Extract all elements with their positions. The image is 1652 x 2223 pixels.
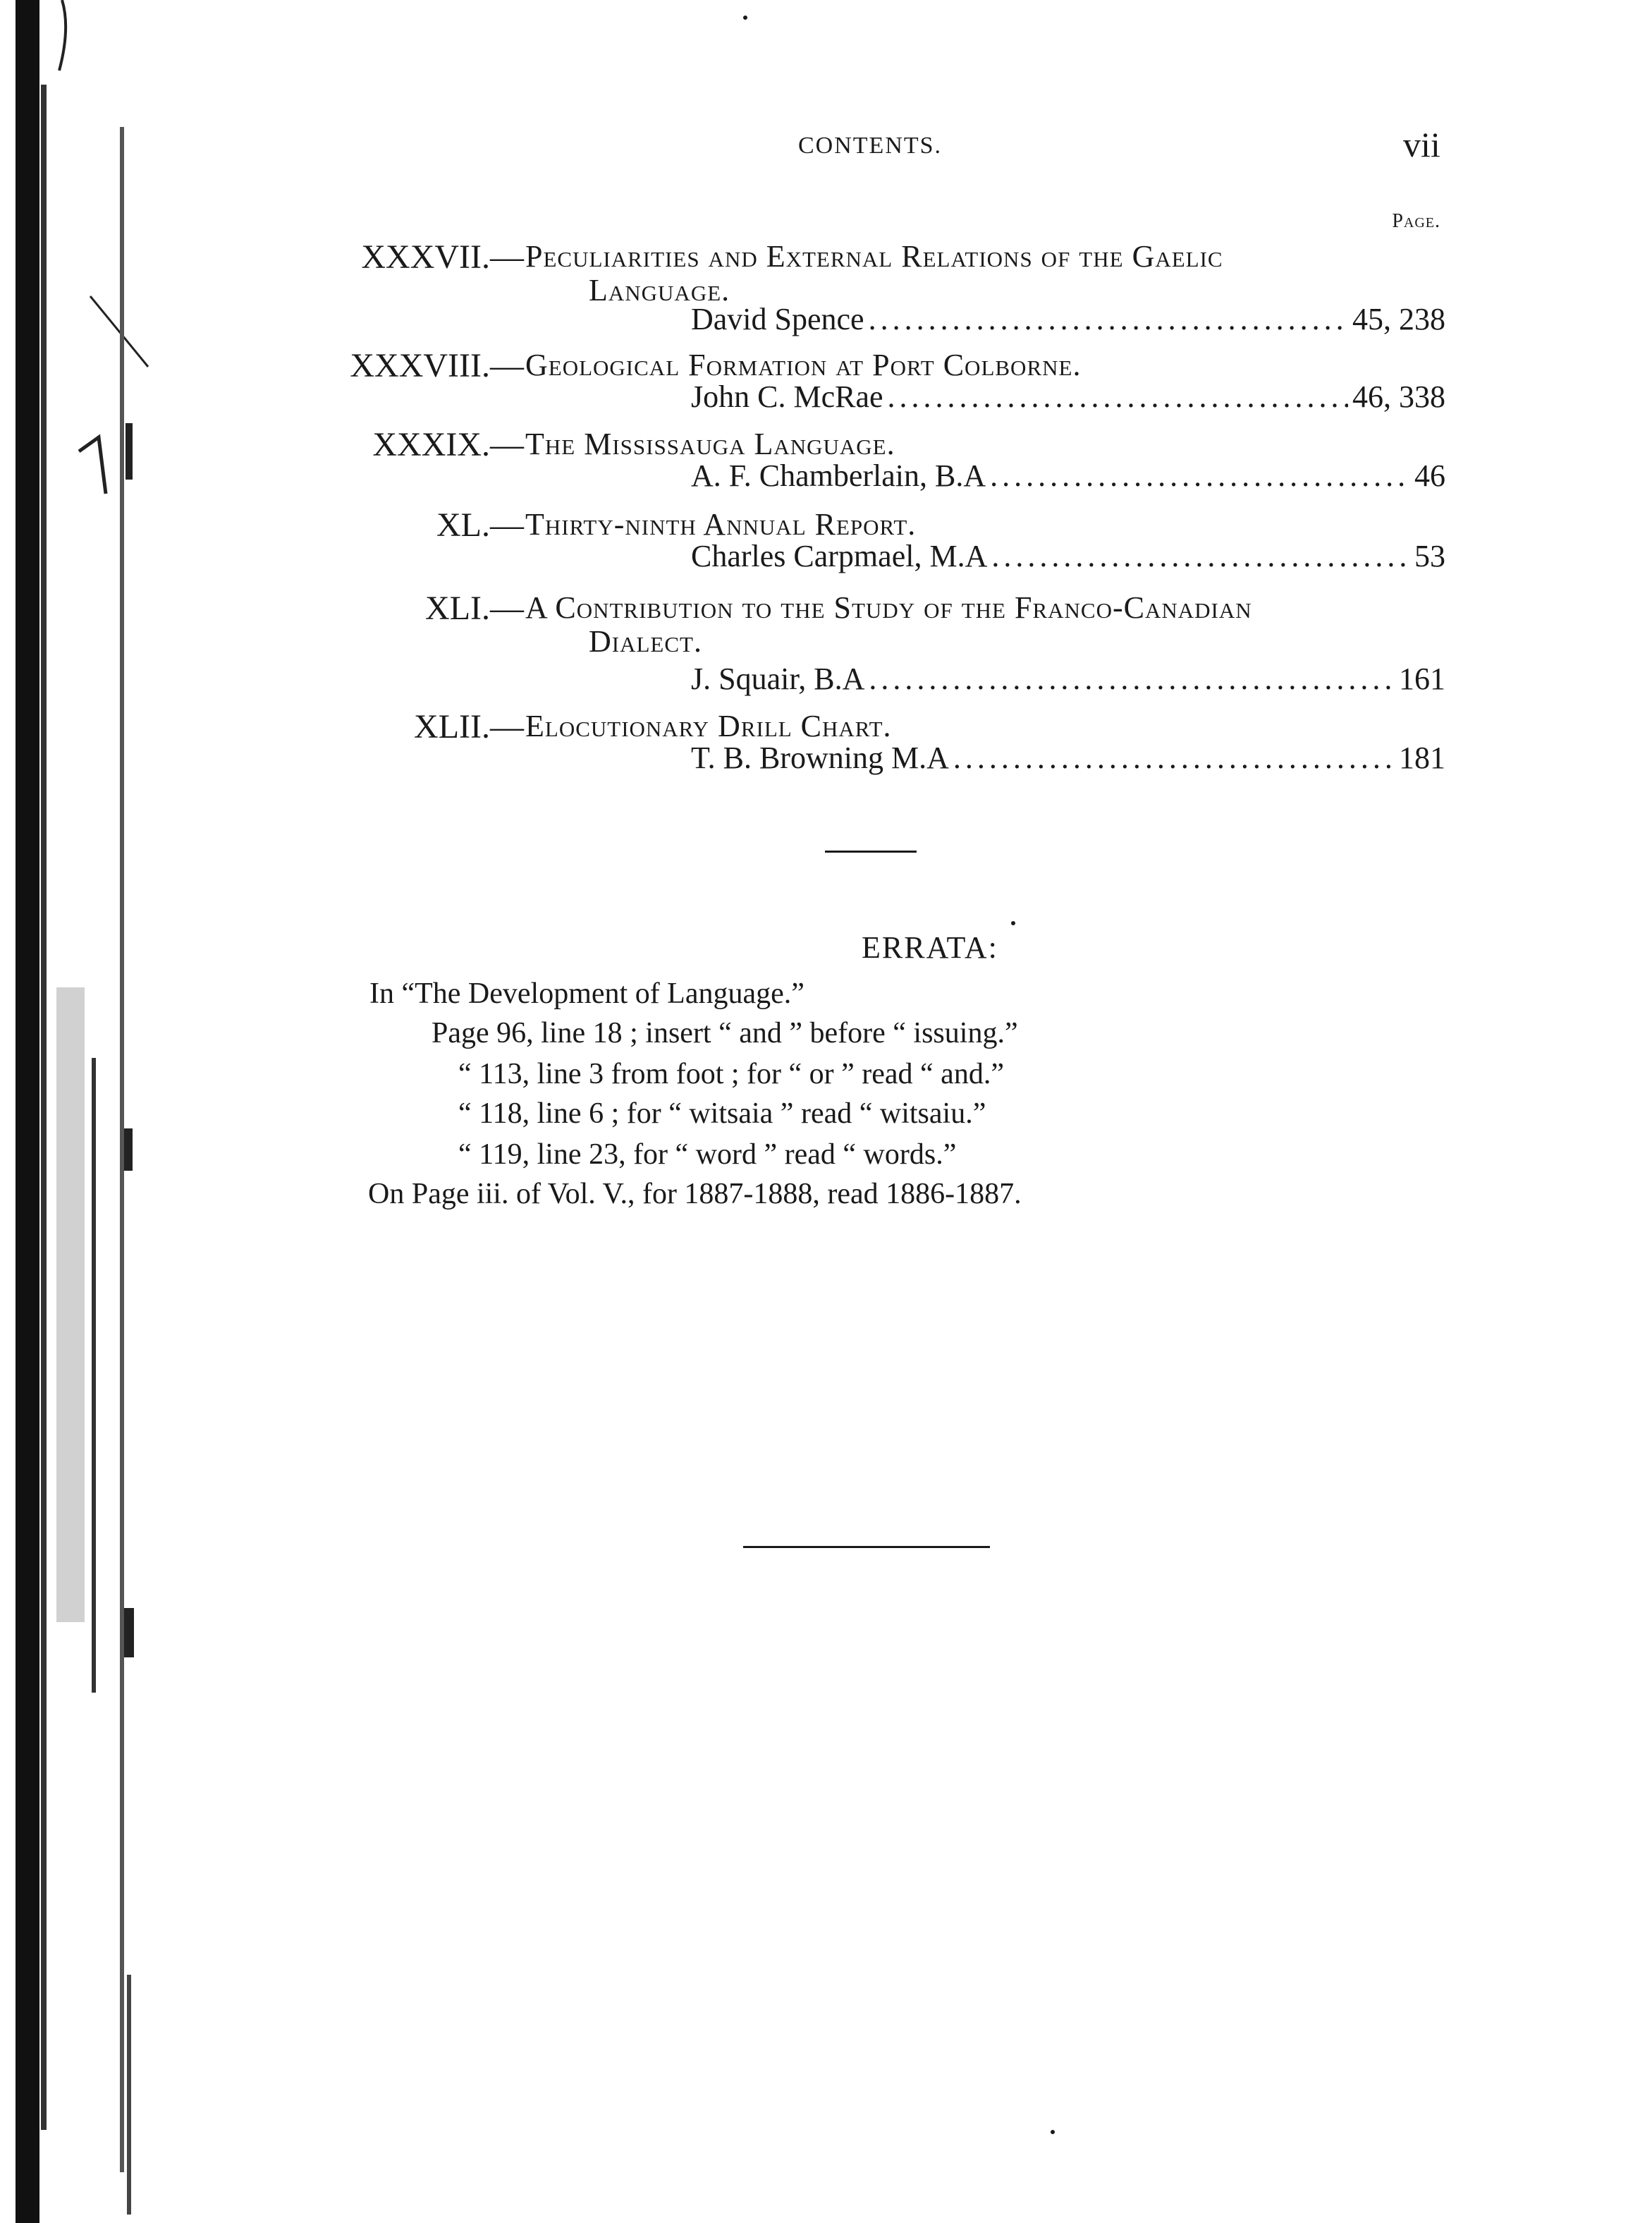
section-divider [825,851,917,853]
print-speck [1011,921,1015,925]
entry-title [525,709,892,743]
entry-title-line: Language. [589,273,730,307]
entry-author-line [691,379,1445,415]
binding-edge [0,0,162,2223]
closing-rule [743,1546,990,1548]
entry-title-line: Geological Formation at Port Colborne. [525,348,1082,382]
errata-heading: ERRATA: [862,930,998,965]
entry-title-line: Elocutionary Drill Chart. [525,709,892,743]
entry-pages: 46, 338 [1352,379,1445,414]
entry-pages: 45, 238 [1352,302,1445,336]
entry-author: J. Squair, B.A [691,662,865,696]
errata-item: “ 118, line 6 ; for “ witsaia ” read “ witsaiu.” [458,1097,986,1130]
entry-title [525,240,1223,307]
entry-pages: 161 [1399,662,1445,696]
entry-title [525,591,1252,659]
leader-dots [953,741,1395,776]
errata-item: “ 113, line 3 from foot ; for “ or ” read “ and.” [458,1058,1004,1090]
print-speck [743,16,747,20]
entry-author-line [691,302,1445,337]
entry-author: David Spence [691,302,864,336]
errata-footnote: On Page iii. of Vol. V., for 1887-1888, read 1886-1887. [368,1178,1022,1210]
print-speck [1051,2130,1055,2134]
entry-title-line: A Contribution to the Study of the Franco-Canadian [525,590,1252,625]
entry-pages: 181 [1399,741,1445,775]
leader-dots [869,662,1395,697]
entry-author: T. B. Browning M.A [691,741,949,775]
entry-author-line [691,539,1445,574]
page-column-label: Page. [1392,210,1440,232]
leader-dots [991,539,1410,574]
page-number: vii [1403,125,1440,164]
entry-author: Charles Carpmael, M.A [691,539,988,573]
entry-title [525,348,1081,382]
entry-author-line [691,662,1445,697]
entry-pages: 46 [1414,458,1445,493]
running-head: CONTENTS. [798,133,943,159]
entry-author: A. F. Chamberlain, B.A [691,458,986,493]
entry-number: XXXVII.— [361,238,524,276]
leader-dots [990,458,1410,494]
entry-author-line [691,458,1445,494]
entry-title [525,427,895,461]
entry-number: XLII.— [414,708,524,745]
errata-item: “ 119, line 23, for “ word ” read “ words.” [458,1138,957,1171]
errata-item: Page 96, line 18 ; insert “ and ” before “ issuing.” [432,1017,1018,1049]
entry-number: XLI.— [425,590,524,627]
entry-author-line [691,741,1445,776]
entry-number: XXXIX.— [372,426,524,463]
entry-pages: 53 [1414,539,1445,573]
entry-title-line: Dialect. [589,624,702,659]
leader-dots [869,302,1348,337]
entry-author: John C. McRae [691,379,883,414]
entry-title-line: Peculiarities and External Relations of the Gaelic [525,239,1223,274]
errata-intro: In “The Development of Language.” [369,977,804,1010]
entry-title [525,508,916,542]
entry-number: XL.— [436,506,524,544]
entry-title-line: Thirty-ninth Annual Report. [525,507,917,542]
leader-dots [888,379,1348,415]
entry-number: XXXVIII.— [350,347,524,384]
entry-title-line: The Mississauga Language. [525,427,895,461]
